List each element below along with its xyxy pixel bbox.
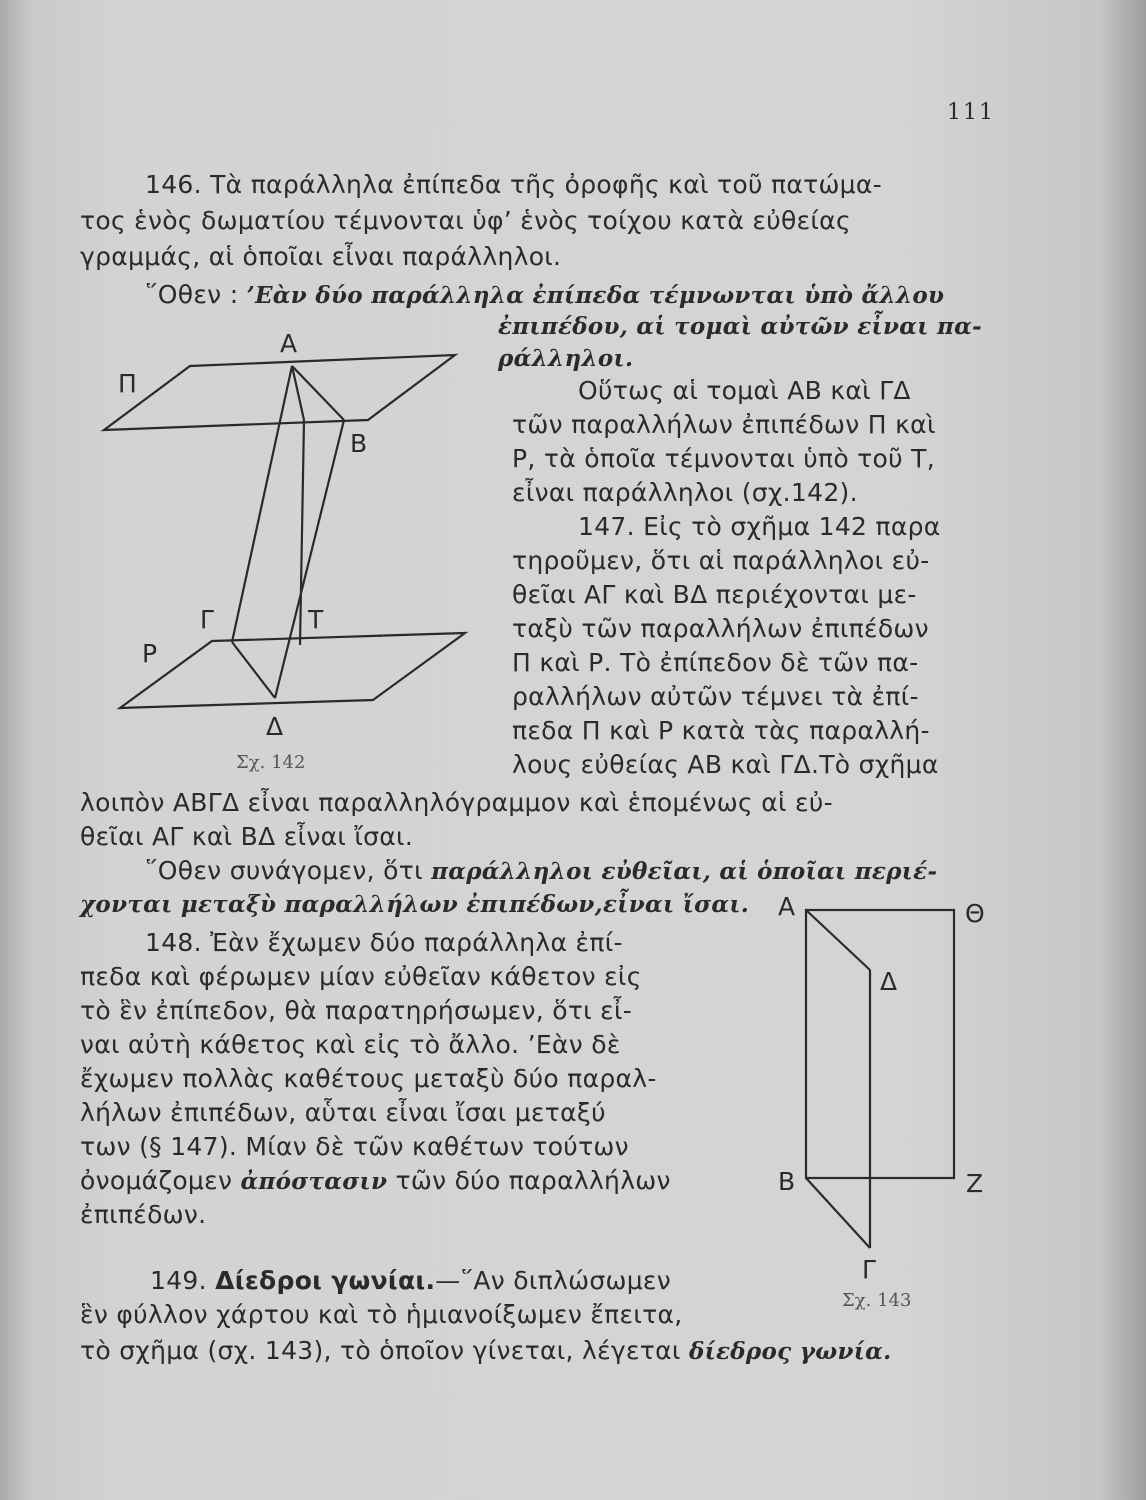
text-line: ἓν φύλλον χάρτου καὶ τὸ ἡμιανοίξωμεν ἔπειτα, (80, 1300, 683, 1329)
text-line: τῶν παραλλήλων ἐπιπέδων Π καὶ (512, 410, 936, 439)
text-line: Ρ, τὰ ὁποῖα τέμνονται ὑπὸ τοῦ Τ, (512, 444, 935, 473)
text-line: γραμμάς, αἱ ὁποῖαι εἶναι παράλληλοι. (80, 242, 562, 271)
theorem-text: ’Εὰν δύο παράλληλα ἐπίπεδα τέμνωνται ὑπὸ ἄλλου (246, 282, 945, 309)
text-line: ἔχωμεν πολλὰς καθέτους μεταξὺ δύο παραλ- (80, 1064, 657, 1093)
text-line: πεδα καὶ φέρωμεν μίαν εὐθεῖαν κάθετον εἰς (80, 962, 642, 991)
term-bold: ἀπόστασιν (240, 1168, 388, 1195)
segment (300, 420, 304, 645)
theorem-text: ἐπιπέδου, αἱ τομαὶ αὐτῶν εἶναι πα- (498, 313, 982, 340)
label-G: Γ (200, 605, 214, 634)
othen-word: ῞Οθεν συνάγομεν, ὅτι (145, 856, 423, 885)
segment-BG (806, 1178, 870, 1248)
text-fragment: τῶν δύο παραλλήλων (395, 1166, 671, 1195)
text-line: λοιπὸν ΑΒΓΔ εἶναι παραλληλόγραμμον καὶ ἑπομένως αἱ εὐ- (80, 788, 833, 817)
segment-AG (232, 366, 292, 642)
label-A: Α (778, 892, 796, 921)
label-P: Π (118, 369, 137, 398)
term-bold: δίεδρος γωνία. (688, 1338, 892, 1365)
text-line: τος ἑνὸς δωματίου τέμνονται ὑφ’ ἑνὸς τοίχου κατὰ εὐθείας (80, 206, 851, 235)
segment-AD (806, 910, 870, 970)
plane-rho (120, 633, 465, 708)
figure-caption: Σχ. 142 (236, 752, 306, 773)
text-line: πεδα Π καὶ Ρ κατὰ τὰς παραλλή- (512, 716, 930, 745)
text-line: τηροῦμεν, ὅτι αἱ παράλληλοι εὐ- (512, 546, 930, 575)
theorem-text: χονται μεταξὺ παραλλήλων ἐπιπέδων,εἶναι ἴσαι. (80, 891, 750, 918)
text-line: ναι αὐτὴ κάθετος καὶ εἰς τὸ ἄλλο. ’Εὰν δὲ (80, 1030, 621, 1059)
label-TH: Θ (965, 899, 985, 928)
theorem-text: παράλληλοι εὐθεῖαι, αἱ ὁποῖαι περιέ- (431, 858, 938, 885)
text-line: τὸ ἓν ἐπίπεδον, θὰ παρατηρήσωμεν, ὅτι εἶ- (80, 996, 633, 1025)
label-G: Γ (862, 1255, 876, 1284)
text-line: ραλλήλων αὐτῶν τέμνει τὰ ἐπί- (512, 682, 919, 711)
text-line: Π καὶ Ρ. Τὸ ἐπίπεδον δὲ τῶν πα- (512, 648, 919, 677)
label-Z: Ζ (966, 1169, 984, 1198)
rectangle-ATHZB (806, 910, 954, 1178)
text-line: ταξὺ τῶν παραλλήλων ἐπιπέδων (512, 614, 929, 643)
text-line: ἐπιπέδων. (80, 1200, 207, 1229)
label-D: Δ (880, 967, 898, 996)
segment (292, 366, 304, 420)
label-R: Ρ (142, 639, 158, 668)
text-fragment: —῞Αν διπλώσωμεν (435, 1266, 671, 1295)
section-title: Δίεδροι γωνίαι. (215, 1266, 436, 1295)
text-line: θεῖαι ΑΓ καὶ ΒΔ εἶναι ἴσαι. (80, 822, 414, 851)
text-line: εἶναι παράλληλοι (σχ.142). (512, 478, 858, 507)
segment (292, 366, 344, 420)
othen-word: ῞Οθεν : (145, 280, 239, 309)
segment-BD (275, 420, 344, 698)
segment (232, 642, 275, 698)
text-line: των (§ 147). Μίαν δὲ τῶν καθέτων τούτων (80, 1132, 629, 1161)
figure-142 (104, 355, 465, 708)
page-number: 111 (947, 100, 995, 125)
text-line: λήλων ἐπιπέδων, αὗται εἶναι ἴσαι μεταξύ (80, 1098, 606, 1127)
section-number: 149. (150, 1266, 207, 1295)
label-B: Β (350, 429, 368, 458)
text-line: λους εὐθείας ΑΒ καὶ ΓΔ.Τὸ σχῆμα (512, 750, 939, 779)
label-D: Δ (266, 712, 284, 741)
text-line: Οὕτως αἱ τομαὶ ΑΒ καὶ ΓΔ (578, 376, 911, 405)
label-T: Τ (308, 605, 324, 634)
text-line: 147. Εἰς τὸ σχῆμα 142 παρα (578, 512, 941, 541)
text-fragment: ὀνομάζομεν (80, 1166, 233, 1195)
figure-caption: Σχ. 143 (842, 1290, 912, 1311)
text-line: θεῖαι ΑΓ καὶ ΒΔ περιέχονται με- (512, 580, 917, 609)
text-fragment: τὸ σχῆμα (σχ. 143), τὸ ὁποῖον γίνεται, λέγεται (80, 1336, 681, 1365)
text-line: 146. Τὰ παράλληλα ἐπίπεδα τῆς ὀροφῆς καὶ τοῦ πατώμα- (145, 170, 882, 199)
figure-143 (806, 910, 954, 1248)
label-B: Β (778, 1167, 796, 1196)
theorem-text: ράλληλοι. (498, 345, 634, 372)
text-line: 148. Ἐὰν ἔχωμεν δύο παράλληλα ἐπί- (145, 928, 623, 957)
label-A: Α (280, 329, 298, 358)
